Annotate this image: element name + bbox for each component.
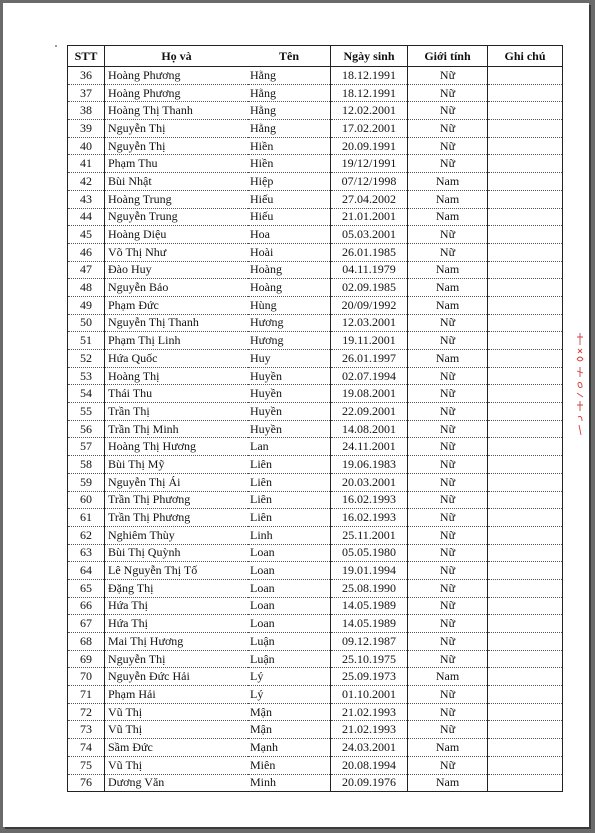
cell-ngay-sinh: 21.02.1993 [331, 703, 408, 721]
cell-ngay-sinh: 05.05.1980 [331, 544, 408, 562]
cell-ten: Loan [248, 544, 331, 562]
table-row [68, 562, 563, 580]
cell-gioi-tinh: Nữ [408, 332, 488, 350]
cell-ho-va: Vũ Thị [105, 756, 249, 774]
cell-ghi-chu [488, 721, 563, 739]
cell-ghi-chu [488, 350, 563, 368]
table-row [68, 456, 563, 474]
cell-ten: Luận [248, 633, 331, 651]
cell-ghi-chu [488, 491, 563, 509]
cell-gioi-tinh: Nam [408, 668, 488, 686]
cell-gioi-tinh: Nữ [408, 420, 488, 438]
cell-stt: 55 [68, 403, 105, 421]
cell-ho-va: Hoàng Thị [105, 367, 249, 385]
table-row [68, 84, 563, 102]
cell-ho-va: Nguyễn Bảo [105, 279, 249, 297]
cell-stt: 54 [68, 385, 105, 403]
cell-ngay-sinh: 24.11.2001 [331, 438, 408, 456]
cell-ho-va: Trần Thị Phương [105, 491, 249, 509]
cell-stt: 41 [68, 155, 105, 173]
cell-ho-va: Nguyễn Đức Hải [105, 668, 249, 686]
cell-ghi-chu [488, 67, 563, 85]
scan-speck [55, 45, 57, 47]
cell-ghi-chu [488, 279, 563, 297]
cell-ghi-chu [488, 173, 563, 191]
cell-ngay-sinh: 20.08.1994 [331, 756, 408, 774]
cell-ngay-sinh: 18.12.1991 [331, 67, 408, 85]
cell-ngay-sinh: 01.10.2001 [331, 686, 408, 704]
cell-gioi-tinh: Nữ [408, 67, 488, 85]
cell-ho-va: Hoàng Phương [105, 84, 249, 102]
cell-ho-va: Bùi Nhật [105, 173, 249, 191]
cell-gioi-tinh: Nam [408, 739, 488, 757]
cell-ten: Hoàng [248, 279, 331, 297]
cell-gioi-tinh: Nữ [408, 544, 488, 562]
cell-ngay-sinh: 22.09.2001 [331, 403, 408, 421]
cell-stt: 52 [68, 350, 105, 368]
table-row [68, 774, 563, 792]
cell-ghi-chu [488, 120, 563, 138]
cell-gioi-tinh: Nam [408, 190, 488, 208]
table-row [68, 155, 563, 173]
table-row [68, 668, 563, 686]
cell-ho-va: Bùi Thị Mỹ [105, 456, 249, 474]
cell-ghi-chu [488, 296, 563, 314]
cell-stt: 44 [68, 208, 105, 226]
cell-ngay-sinh: 02.09.1985 [331, 279, 408, 297]
cell-ten: Liên [248, 491, 331, 509]
cell-gioi-tinh: Nam [408, 296, 488, 314]
cell-ngay-sinh: 04.11.1979 [331, 261, 408, 279]
table-row [68, 597, 563, 615]
cell-ten: Huy [248, 350, 331, 368]
table-row [68, 686, 563, 704]
cell-ho-va: Hoàng Diệu [105, 226, 249, 244]
cell-gioi-tinh: Nữ [408, 102, 488, 120]
cell-ho-va: Mai Thị Hương [105, 633, 249, 651]
cell-ngay-sinh: 24.03.2001 [331, 739, 408, 757]
cell-stt: 64 [68, 562, 105, 580]
cell-ghi-chu [488, 615, 563, 633]
cell-stt: 49 [68, 296, 105, 314]
header-ngay-sinh: Ngày sinh [331, 46, 408, 67]
cell-ngay-sinh: 25.08.1990 [331, 579, 408, 597]
header-ten: Tên [248, 46, 331, 67]
cell-ho-va: Nguyễn Thị Ái [105, 473, 249, 491]
cell-stt: 50 [68, 314, 105, 332]
cell-ngay-sinh: 25.10.1975 [331, 650, 408, 668]
cell-ten: Liên [248, 509, 331, 527]
cell-ten: Huyền [248, 420, 331, 438]
cell-ngay-sinh: 14.08.2001 [331, 420, 408, 438]
cell-ten: Miên [248, 756, 331, 774]
cell-gioi-tinh: Nữ [408, 686, 488, 704]
cell-ten: Loan [248, 597, 331, 615]
cell-ho-va: Võ Thị Như [105, 243, 249, 261]
cell-ngay-sinh: 26.01.1997 [331, 350, 408, 368]
cell-ho-va: Hứa Quốc [105, 350, 249, 368]
table-row [68, 756, 563, 774]
cell-ten: Liên [248, 473, 331, 491]
cell-ghi-chu [488, 774, 563, 792]
cell-stt: 53 [68, 367, 105, 385]
cell-ghi-chu [488, 243, 563, 261]
cell-gioi-tinh: Nữ [408, 473, 488, 491]
table-row [68, 226, 563, 244]
cell-gioi-tinh: Nam [408, 774, 488, 792]
cell-ten: Hoài [248, 243, 331, 261]
cell-ngay-sinh: 12.03.2001 [331, 314, 408, 332]
cell-gioi-tinh: Nữ [408, 226, 488, 244]
cell-ngay-sinh: 20.03.2001 [331, 473, 408, 491]
table-row [68, 332, 563, 350]
cell-ngay-sinh: 19.11.2001 [331, 332, 408, 350]
cell-gioi-tinh: Nữ [408, 243, 488, 261]
cell-ten: Hiền [248, 137, 331, 155]
cell-ngay-sinh: 17.02.2001 [331, 120, 408, 138]
cell-gioi-tinh: Nữ [408, 314, 488, 332]
cell-ghi-chu [488, 579, 563, 597]
cell-stt: 66 [68, 597, 105, 615]
cell-gioi-tinh: Nữ [408, 615, 488, 633]
table-row [68, 173, 563, 191]
cell-ngay-sinh: 19.01.1994 [331, 562, 408, 580]
cell-ho-va: Phạm Đức [105, 296, 249, 314]
table-row [68, 703, 563, 721]
cell-gioi-tinh: Nam [408, 261, 488, 279]
cell-ghi-chu [488, 332, 563, 350]
cell-gioi-tinh: Nữ [408, 579, 488, 597]
cell-ho-va: Nguyễn Thị [105, 120, 249, 138]
cell-ten: Hằng [248, 120, 331, 138]
cell-gioi-tinh: Nữ [408, 137, 488, 155]
cell-stt: 47 [68, 261, 105, 279]
cell-ngay-sinh: 18.12.1991 [331, 84, 408, 102]
cell-ho-va: Đặng Thị [105, 579, 249, 597]
cell-ngay-sinh: 12.02.2001 [331, 102, 408, 120]
table-row [68, 526, 563, 544]
cell-stt: 36 [68, 67, 105, 85]
cell-ten: Hằng [248, 84, 331, 102]
cell-ho-va: Phạm Thị Linh [105, 332, 249, 350]
cell-stt: 45 [68, 226, 105, 244]
cell-ho-va: Trần Thị Phương [105, 509, 249, 527]
cell-ghi-chu [488, 473, 563, 491]
cell-ho-va: Vũ Thị [105, 721, 249, 739]
cell-ho-va: Hoàng Phương [105, 67, 249, 85]
cell-gioi-tinh: Nữ [408, 403, 488, 421]
cell-ghi-chu [488, 438, 563, 456]
table-row [68, 473, 563, 491]
cell-ghi-chu [488, 509, 563, 527]
cell-ho-va: Nguyễn Trung [105, 208, 249, 226]
cell-ten: Mận [248, 703, 331, 721]
cell-ho-va: Sầm Đức [105, 739, 249, 757]
cell-ghi-chu [488, 190, 563, 208]
cell-ten: Hiệp [248, 173, 331, 191]
cell-ngay-sinh: 20.09.1991 [331, 137, 408, 155]
table-row [68, 403, 563, 421]
cell-ten: Mạnh [248, 739, 331, 757]
table-row [68, 420, 563, 438]
header-ho-va: Họ và [105, 46, 249, 67]
table-row [68, 650, 563, 668]
cell-stt: 40 [68, 137, 105, 155]
cell-gioi-tinh: Nữ [408, 526, 488, 544]
cell-ten: Huyền [248, 367, 331, 385]
student-roster-table [67, 45, 563, 792]
cell-stt: 75 [68, 756, 105, 774]
cell-ten: Lan [248, 438, 331, 456]
cell-ten: Hoa [248, 226, 331, 244]
cell-ngay-sinh: 14.05.1989 [331, 597, 408, 615]
cell-ghi-chu [488, 102, 563, 120]
table-row [68, 491, 563, 509]
table-row [68, 615, 563, 633]
cell-ho-va: Hứa Thị [105, 597, 249, 615]
cell-stt: 63 [68, 544, 105, 562]
cell-gioi-tinh: Nữ [408, 385, 488, 403]
cell-ho-va: Hứa Thị [105, 615, 249, 633]
cell-ghi-chu [488, 650, 563, 668]
table-row [68, 438, 563, 456]
cell-gioi-tinh: Nữ [408, 703, 488, 721]
cell-ten: Huyền [248, 385, 331, 403]
cell-ho-va: Phạm Hải [105, 686, 249, 704]
cell-stt: 72 [68, 703, 105, 721]
cell-stt: 57 [68, 438, 105, 456]
cell-gioi-tinh: Nữ [408, 721, 488, 739]
table-row [68, 279, 563, 297]
cell-ghi-chu [488, 686, 563, 704]
cell-ten: Minh [248, 774, 331, 792]
cell-gioi-tinh: Nữ [408, 491, 488, 509]
table-row [68, 385, 563, 403]
cell-ghi-chu [488, 208, 563, 226]
cell-stt: 61 [68, 509, 105, 527]
cell-ghi-chu [488, 597, 563, 615]
cell-stt: 37 [68, 84, 105, 102]
cell-gioi-tinh: Nữ [408, 120, 488, 138]
cell-gioi-tinh: Nữ [408, 597, 488, 615]
cell-ngay-sinh: 05.03.2001 [331, 226, 408, 244]
cell-ngay-sinh: 19.08.2001 [331, 385, 408, 403]
cell-stt: 48 [68, 279, 105, 297]
cell-ngay-sinh: 20.09.1976 [331, 774, 408, 792]
cell-ghi-chu [488, 756, 563, 774]
table-header-row [68, 46, 563, 67]
document-page [3, 3, 589, 827]
cell-ngay-sinh: 16.02.1993 [331, 491, 408, 509]
cell-ho-va: Nghiêm Thùy [105, 526, 249, 544]
cell-stt: 59 [68, 473, 105, 491]
cell-ngay-sinh: 09.12.1987 [331, 633, 408, 651]
cell-stt: 73 [68, 721, 105, 739]
cell-ten: Hùng [248, 296, 331, 314]
cell-stt: 51 [68, 332, 105, 350]
table-row [68, 544, 563, 562]
table-row [68, 120, 563, 138]
cell-ten: Mận [248, 721, 331, 739]
cell-stt: 42 [68, 173, 105, 191]
cell-ghi-chu [488, 739, 563, 757]
cell-ghi-chu [488, 562, 563, 580]
cell-ghi-chu [488, 261, 563, 279]
cell-gioi-tinh: Nam [408, 279, 488, 297]
table-row [68, 350, 563, 368]
cell-ho-va: Trần Thị [105, 403, 249, 421]
cell-ho-va: Hoàng Trung [105, 190, 249, 208]
cell-gioi-tinh: Nữ [408, 633, 488, 651]
cell-ho-va: Hoàng Thị Thanh [105, 102, 249, 120]
cell-ngay-sinh: 14.05.1989 [331, 615, 408, 633]
cell-ten: Liên [248, 456, 331, 474]
cell-stt: 60 [68, 491, 105, 509]
cell-gioi-tinh: Nữ [408, 456, 488, 474]
cell-ngay-sinh: 21.02.1993 [331, 721, 408, 739]
cell-ten: Hằng [248, 102, 331, 120]
cell-ngay-sinh: 25.11.2001 [331, 526, 408, 544]
table-row [68, 509, 563, 527]
cell-ten: Loan [248, 579, 331, 597]
cell-ghi-chu [488, 385, 563, 403]
cell-gioi-tinh: Nam [408, 350, 488, 368]
cell-ten: Loan [248, 615, 331, 633]
cell-ghi-chu [488, 633, 563, 651]
cell-gioi-tinh: Nữ [408, 509, 488, 527]
table-row [68, 579, 563, 597]
cell-stt: 67 [68, 615, 105, 633]
cell-ten: Lý [248, 668, 331, 686]
cell-ghi-chu [488, 314, 563, 332]
cell-stt: 39 [68, 120, 105, 138]
cell-gioi-tinh: Nữ [408, 367, 488, 385]
cell-ghi-chu [488, 420, 563, 438]
cell-stt: 65 [68, 579, 105, 597]
table-row [68, 633, 563, 651]
cell-ten: Luận [248, 650, 331, 668]
cell-gioi-tinh: Nữ [408, 438, 488, 456]
table-row [68, 190, 563, 208]
cell-ghi-chu [488, 367, 563, 385]
cell-stt: 68 [68, 633, 105, 651]
cell-gioi-tinh: Nữ [408, 84, 488, 102]
cell-ghi-chu [488, 544, 563, 562]
table-row [68, 314, 563, 332]
cell-ghi-chu [488, 84, 563, 102]
cell-ghi-chu [488, 155, 563, 173]
cell-ghi-chu [488, 668, 563, 686]
table-row [68, 739, 563, 757]
cell-stt: 69 [68, 650, 105, 668]
cell-gioi-tinh: Nữ [408, 562, 488, 580]
header-stt: STT [68, 46, 105, 67]
cell-ho-va: Lê Nguyễn Thị Tố [105, 562, 249, 580]
cell-ho-va: Hoàng Thị Hương [105, 438, 249, 456]
cell-ngay-sinh: 16.02.1993 [331, 509, 408, 527]
table-body [68, 67, 563, 792]
cell-ngay-sinh: 25.09.1973 [331, 668, 408, 686]
cell-stt: 46 [68, 243, 105, 261]
cell-ten: Hiếu [248, 208, 331, 226]
table-row [68, 296, 563, 314]
cell-ho-va: Bùi Thị Quỳnh [105, 544, 249, 562]
cell-stt: 74 [68, 739, 105, 757]
table-row [68, 243, 563, 261]
cell-gioi-tinh: Nữ [408, 155, 488, 173]
table-row [68, 102, 563, 120]
cell-ngay-sinh: 19.06.1983 [331, 456, 408, 474]
cell-ghi-chu [488, 137, 563, 155]
cell-ten: Hương [248, 332, 331, 350]
cell-ten: Hiền [248, 155, 331, 173]
cell-ho-va: Nguyễn Thị [105, 650, 249, 668]
cell-gioi-tinh: Nữ [408, 650, 488, 668]
cell-stt: 62 [68, 526, 105, 544]
cell-ho-va: Đào Huy [105, 261, 249, 279]
cell-ten: Lý [248, 686, 331, 704]
margin-stamp-mark [574, 331, 586, 441]
cell-stt: 71 [68, 686, 105, 704]
table-row [68, 137, 563, 155]
cell-ngay-sinh: 26.01.1985 [331, 243, 408, 261]
cell-stt: 70 [68, 668, 105, 686]
cell-ten: Hằng [248, 67, 331, 85]
cell-ho-va: Dương Văn [105, 774, 249, 792]
cell-stt: 56 [68, 420, 105, 438]
cell-ten: Hiếu [248, 190, 331, 208]
cell-ghi-chu [488, 403, 563, 421]
cell-ghi-chu [488, 226, 563, 244]
cell-ten: Loan [248, 562, 331, 580]
cell-ho-va: Nguyễn Thị Thanh [105, 314, 249, 332]
cell-ghi-chu [488, 526, 563, 544]
cell-ho-va: Vũ Thị [105, 703, 249, 721]
cell-ten: Huyền [248, 403, 331, 421]
table-row [68, 261, 563, 279]
table-row [68, 67, 563, 85]
cell-ho-va: Trần Thị Minh [105, 420, 249, 438]
cell-ghi-chu [488, 703, 563, 721]
cell-stt: 76 [68, 774, 105, 792]
cell-gioi-tinh: Nam [408, 173, 488, 191]
cell-ho-va: Thái Thu [105, 385, 249, 403]
cell-ngay-sinh: 19/12/1991 [331, 155, 408, 173]
cell-ngay-sinh: 21.01.2001 [331, 208, 408, 226]
header-gioi-tinh: Giới tính [408, 46, 488, 67]
cell-stt: 38 [68, 102, 105, 120]
cell-ngay-sinh: 27.04.2002 [331, 190, 408, 208]
cell-ho-va: Phạm Thu [105, 155, 249, 173]
header-ghi-chu: Ghi chú [488, 46, 563, 67]
table-row [68, 208, 563, 226]
table-row [68, 367, 563, 385]
cell-ten: Linh [248, 526, 331, 544]
cell-gioi-tinh: Nam [408, 208, 488, 226]
cell-ghi-chu [488, 456, 563, 474]
cell-gioi-tinh: Nữ [408, 756, 488, 774]
cell-ngay-sinh: 20/09/1992 [331, 296, 408, 314]
cell-ho-va: Nguyễn Thị [105, 137, 249, 155]
cell-ngay-sinh: 07/12/1998 [331, 173, 408, 191]
cell-ten: Hương [248, 314, 331, 332]
cell-ngay-sinh: 02.07.1994 [331, 367, 408, 385]
cell-stt: 58 [68, 456, 105, 474]
cell-stt: 43 [68, 190, 105, 208]
cell-ten: Hoàng [248, 261, 331, 279]
table-row [68, 721, 563, 739]
